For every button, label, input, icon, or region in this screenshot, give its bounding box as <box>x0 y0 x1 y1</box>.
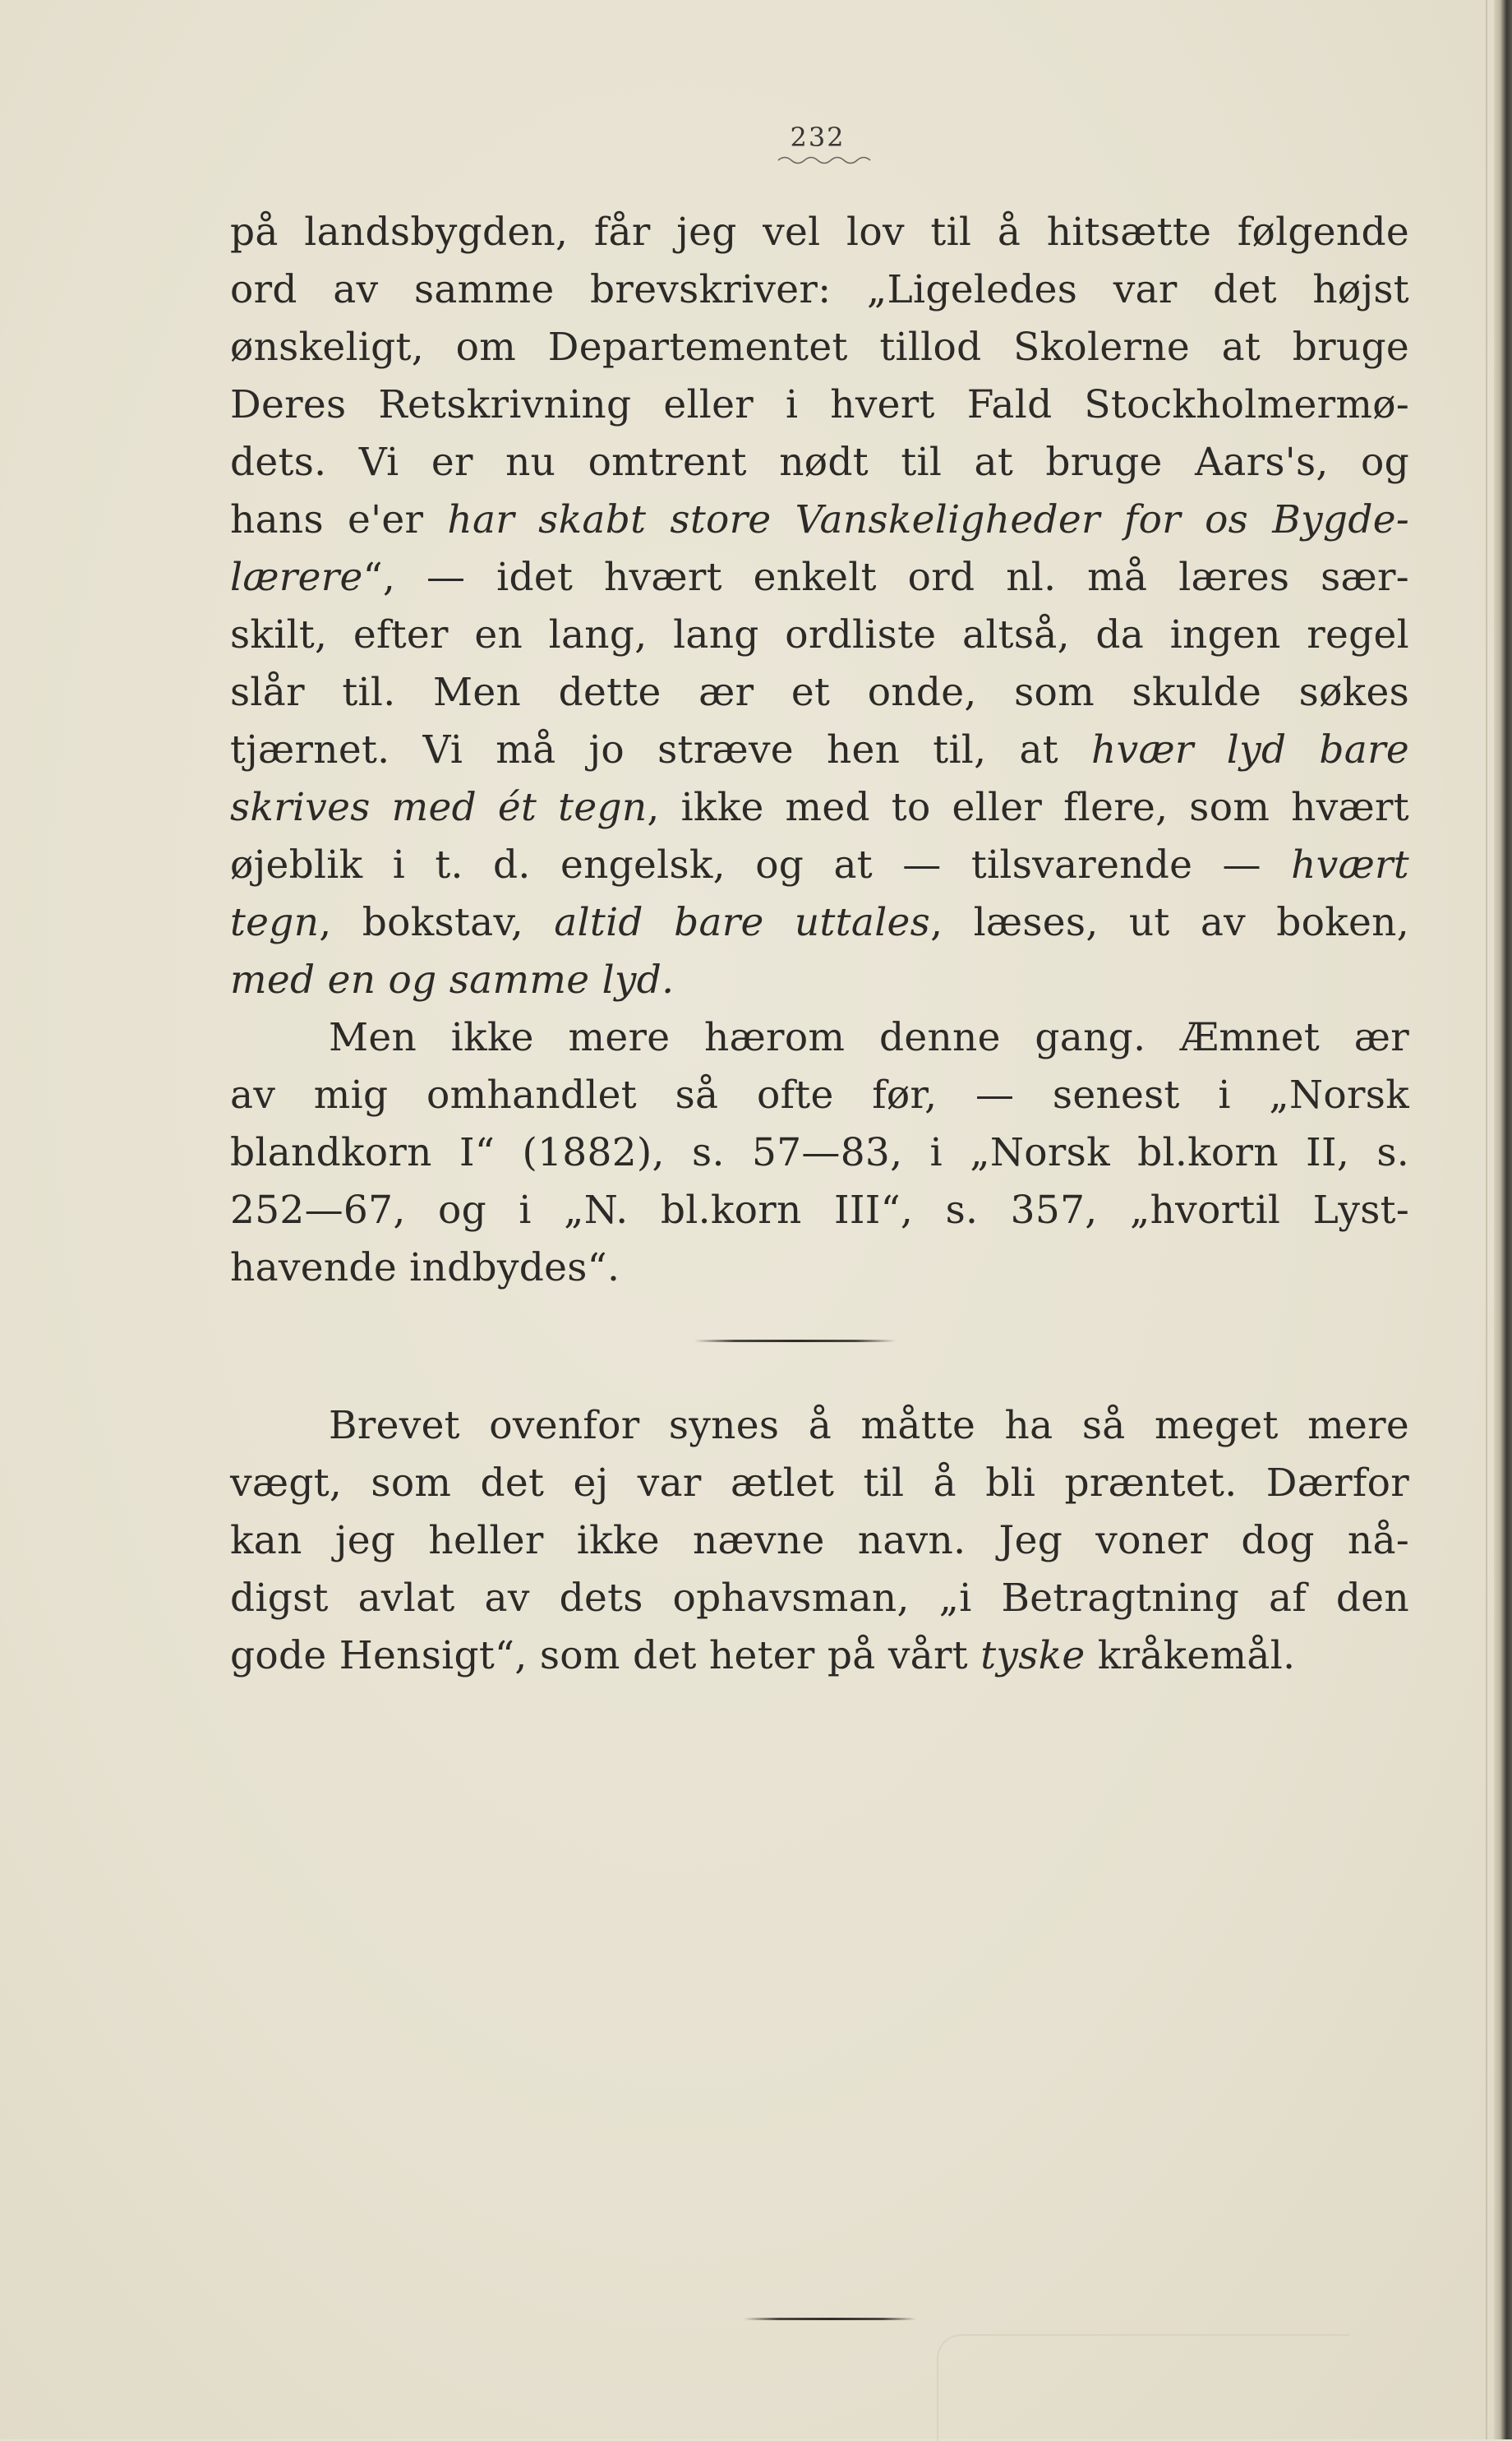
text-segment: Men ikke mere hærom denne gang. Æmnet ær <box>329 1015 1409 1060</box>
text-segment: digst avlat av dets ophavsman, „i Betragtning af den <box>230 1576 1409 1621</box>
text-line <box>230 664 1409 722</box>
text-segment: Deres Retskrivning eller i hvert Fald Stockholmermø- <box>230 382 1409 427</box>
text-line <box>230 1182 1409 1239</box>
text-line <box>230 1455 1409 1512</box>
text-line <box>230 1009 1409 1067</box>
page-number-flourish <box>777 155 875 166</box>
text-segment: ønskeligt, om Departementet tillod Skolerne at bruge <box>230 325 1409 370</box>
text-segment: vægt, som det ej var ætlet til å bli præntet. Dærfor <box>230 1460 1409 1506</box>
text-segment: blandkorn I“ (1882), s. 57—83, i „Norsk bl.korn II, s. <box>230 1130 1409 1175</box>
text-segment: Brevet ovenfor synes å måtte ha så meget mere <box>329 1403 1409 1448</box>
text-segment: , læses, ut av boken, <box>930 900 1409 945</box>
text-segment: dets. Vi er nu omtrent nødt til at bruge Aars's, og <box>230 440 1409 485</box>
italic-text-segment: hvær lyd bare <box>1091 727 1409 773</box>
paragraph-closing <box>230 1397 1409 1685</box>
text-segment: hans e'er <box>230 497 448 542</box>
text-line <box>230 894 1409 952</box>
text-segment: øjeblik i t. d. engelsk, og at — tilsvarende — <box>230 842 1292 888</box>
text-line <box>230 779 1409 837</box>
italic-text-segment: skrives med ét tegn <box>230 785 648 830</box>
text-segment: slår til. Men dette ær et onde, som skulde søkes <box>230 670 1409 715</box>
text-segment: av mig omhandlet så ofte før, — senest i „Norsk <box>230 1073 1409 1118</box>
text-line <box>230 952 1409 1009</box>
italic-text-segment: har skabt store Vanskeligheder for os Bygde- <box>447 497 1409 542</box>
paragraph-quoted-letter <box>230 204 1409 1009</box>
text-line <box>230 1067 1409 1124</box>
text-line <box>230 607 1409 664</box>
text-line <box>230 434 1409 491</box>
page-number: 232 <box>790 122 846 153</box>
italic-text-segment: med en og samme lyd. <box>230 957 675 1003</box>
text-segment: tjærnet. Vi må jo stræve hen til, at <box>230 727 1092 773</box>
text-line <box>230 204 1409 261</box>
text-line <box>230 1124 1409 1182</box>
italic-text-segment: tegn <box>230 900 320 945</box>
italic-text-segment: hvært <box>1291 842 1409 888</box>
main-text-upper <box>230 204 1409 1297</box>
text-segment: kan jeg heller ikke nævne navn. Jeg voner dog nå- <box>230 1518 1409 1563</box>
text-line <box>230 549 1409 607</box>
italic-text-segment: lærere <box>230 555 363 600</box>
paragraph-followup <box>230 1009 1409 1297</box>
end-divider <box>744 2318 916 2320</box>
text-line <box>230 1570 1409 1627</box>
text-line <box>230 837 1409 894</box>
text-line <box>230 1239 1409 1297</box>
text-segment: skilt, efter en lang, lang ordliste altså, da ingen regel <box>230 612 1409 658</box>
page-edge-line <box>1486 0 1487 2439</box>
text-line <box>230 1627 1409 1685</box>
main-text-lower <box>230 1397 1409 1685</box>
text-segment: på landsbygden, får jeg vel lov til å hitsætte følgende <box>230 210 1409 255</box>
text-segment: kråkemål. <box>1085 1633 1296 1678</box>
text-line <box>230 376 1409 434</box>
text-segment: havende indbydes“. <box>230 1245 620 1290</box>
section-divider <box>694 1340 896 1342</box>
text-segment: “, — idet hvært enkelt ord nl. må læres sær- <box>362 555 1409 600</box>
text-line <box>230 261 1409 319</box>
text-line <box>230 319 1409 376</box>
text-line <box>230 1512 1409 1570</box>
text-segment: gode Hensigt“, som det heter på vårt <box>230 1633 981 1678</box>
italic-text-segment: altid bare uttales <box>554 900 931 945</box>
text-segment: 252—67, og i „N. bl.korn III“, s. 357, „hvortil Lyst- <box>230 1188 1409 1233</box>
text-line <box>230 491 1409 549</box>
page-binding-edge <box>1494 0 1512 2439</box>
text-segment: , ikke med to eller flere, som hvært <box>647 785 1409 830</box>
text-line <box>230 722 1409 779</box>
paper-corner-mark <box>937 2334 1349 2441</box>
italic-text-segment: tyske <box>980 1633 1086 1678</box>
text-segment: , bokstav, <box>319 900 555 945</box>
text-line <box>230 1397 1409 1455</box>
text-segment: ord av samme brevskriver: „Ligeledes var det højst <box>230 267 1409 312</box>
